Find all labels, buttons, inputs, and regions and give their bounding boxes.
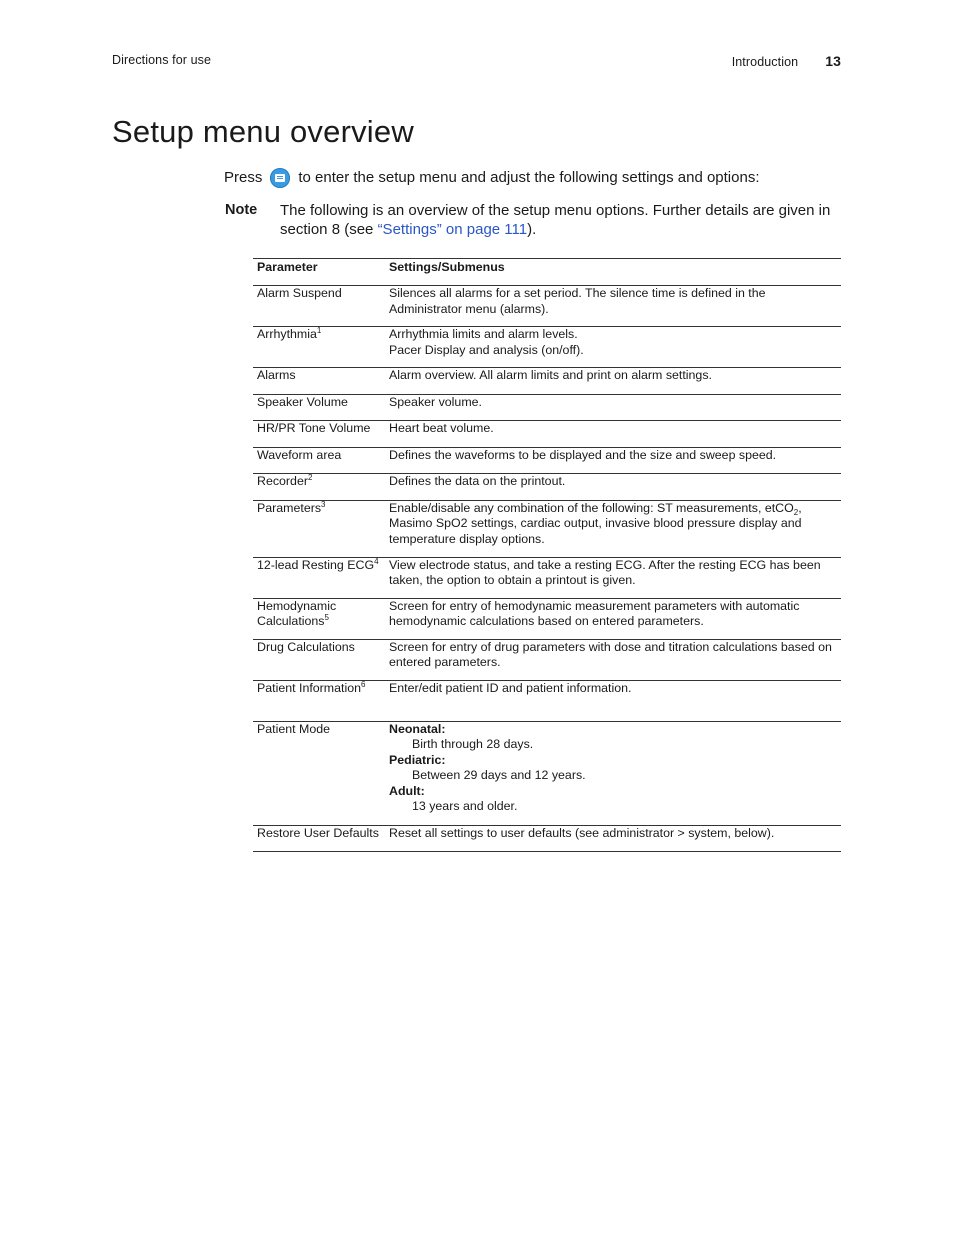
footnote-marker: 1 bbox=[316, 326, 322, 335]
page-number: 13 bbox=[825, 53, 841, 69]
param-cell bbox=[253, 557, 385, 598]
param-cell bbox=[253, 500, 385, 557]
neonatal-label: Neonatal: bbox=[389, 721, 446, 736]
desc-cell: Defines the waveforms to be displayed and the size and sweep speed. bbox=[385, 447, 841, 474]
param-cell bbox=[253, 680, 385, 721]
table-row bbox=[253, 598, 841, 639]
desc-cell bbox=[385, 500, 841, 557]
desc-text: Enable/disable any combination of the following: ST measurements, etCO bbox=[389, 500, 794, 515]
desc-cell: Alarm overview. All alarm limits and print on alarm settings. bbox=[385, 368, 841, 395]
desc-cell: Reset all settings to user defaults (see administrator > system, below). bbox=[385, 825, 841, 852]
note-text-after: ). bbox=[527, 221, 537, 238]
desc-cell bbox=[385, 327, 841, 368]
param-text: Arrhythmia bbox=[257, 327, 317, 341]
footnote-marker: 4 bbox=[374, 556, 379, 566]
table-row bbox=[253, 557, 841, 598]
param-cell: Speaker Volume bbox=[253, 394, 385, 421]
page-title: Setup menu overview bbox=[112, 114, 414, 149]
table-row bbox=[253, 639, 841, 680]
param-text: Hemodynamic bbox=[257, 598, 337, 613]
pediatric-desc: Between 29 days and 12 years. bbox=[412, 768, 586, 782]
param-cell: Alarm Suspend bbox=[253, 286, 385, 327]
table-row bbox=[253, 825, 841, 852]
param-text: Parameters bbox=[257, 500, 322, 515]
param-cell: Patient Mode bbox=[253, 721, 385, 825]
table-row bbox=[253, 474, 841, 501]
param-cell bbox=[253, 474, 385, 501]
desc-line: Arrhythmia limits and alarm levels. bbox=[389, 327, 578, 341]
desc-cell: View electrode status, and take a resting ECG. After the resting ECG has been taken, the option to obtain a printout is given. bbox=[385, 557, 841, 598]
table-header-row bbox=[253, 259, 841, 286]
adult-desc: 13 years and older. bbox=[412, 799, 518, 813]
param-cell: HR/PR Tone Volume bbox=[253, 421, 385, 448]
param-text: Calculations bbox=[257, 614, 325, 628]
param-text: Patient Information bbox=[257, 680, 362, 695]
table-row bbox=[253, 447, 841, 474]
table-row bbox=[253, 680, 841, 721]
pediatric-label: Pediatric: bbox=[389, 752, 446, 767]
setup-menu-table bbox=[253, 258, 841, 852]
table-row bbox=[253, 500, 841, 557]
footnote-marker: 2 bbox=[307, 473, 313, 482]
footnote-marker: 5 bbox=[324, 613, 329, 622]
table-row bbox=[253, 286, 841, 327]
param-cell bbox=[253, 327, 385, 368]
intro-text-after: to enter the setup menu and adjust the following settings and options: bbox=[298, 169, 760, 186]
desc-cell: Enter/edit patient ID and patient information. bbox=[385, 680, 841, 721]
column-header-settings: Settings/Submenus bbox=[385, 259, 841, 286]
param-text: 12-lead Resting ECG bbox=[257, 557, 375, 572]
neonatal-desc: Birth through 28 days. bbox=[412, 737, 534, 751]
desc-cell bbox=[385, 721, 841, 825]
intro-paragraph bbox=[224, 168, 759, 188]
param-cell bbox=[253, 598, 385, 639]
table-row bbox=[253, 327, 841, 368]
setup-menu-button-icon bbox=[270, 168, 290, 188]
footnote-marker: 3 bbox=[321, 499, 326, 509]
desc-cell: Screen for entry of hemodynamic measurement parameters with automatic hemodynamic calculations based on entered parameters. bbox=[385, 598, 841, 639]
desc-cell: Screen for entry of drug parameters with dose and titration calculations based on entered parameters. bbox=[385, 639, 841, 680]
note-label: Note bbox=[225, 202, 258, 218]
param-cell: Alarms bbox=[253, 368, 385, 395]
footnote-marker: 6 bbox=[361, 679, 366, 689]
note-text bbox=[280, 201, 845, 239]
note-text-before: The following is an overview of the setup menu options. Further details are given in section 8 (see bbox=[280, 202, 831, 238]
table-row bbox=[253, 421, 841, 448]
desc-cell: Speaker volume. bbox=[385, 394, 841, 421]
param-cell: Drug Calculations bbox=[253, 639, 385, 680]
running-header-left: Directions for use bbox=[112, 53, 212, 67]
desc-line: Pacer Display and analysis (on/off). bbox=[389, 342, 584, 357]
table-row bbox=[253, 394, 841, 421]
running-header-right bbox=[732, 53, 841, 69]
desc-cell: Silences all alarms for a set period. The silence time is defined in the Administrator menu (alarms). bbox=[385, 286, 841, 327]
settings-page-link[interactable]: “Settings” on page 111 bbox=[377, 221, 528, 238]
table-row bbox=[253, 368, 841, 395]
desc-cell: Heart beat volume. bbox=[385, 421, 841, 448]
desc-cell: Defines the data on the printout. bbox=[385, 474, 841, 501]
column-header-parameter: Parameter bbox=[253, 259, 385, 286]
header-section: Introduction bbox=[731, 55, 799, 69]
param-text: Recorder bbox=[257, 474, 308, 488]
adult-label: Adult: bbox=[389, 783, 425, 798]
param-cell: Waveform area bbox=[253, 447, 385, 474]
subscript: 2 bbox=[793, 507, 799, 517]
intro-text-before: Press bbox=[224, 169, 263, 186]
desc-text: , Masimo SpO2 settings, cardiac output, invasive blood pressure display and temperature display options. bbox=[389, 500, 802, 546]
param-cell: Restore User Defaults bbox=[253, 825, 385, 852]
table-row bbox=[253, 721, 841, 825]
